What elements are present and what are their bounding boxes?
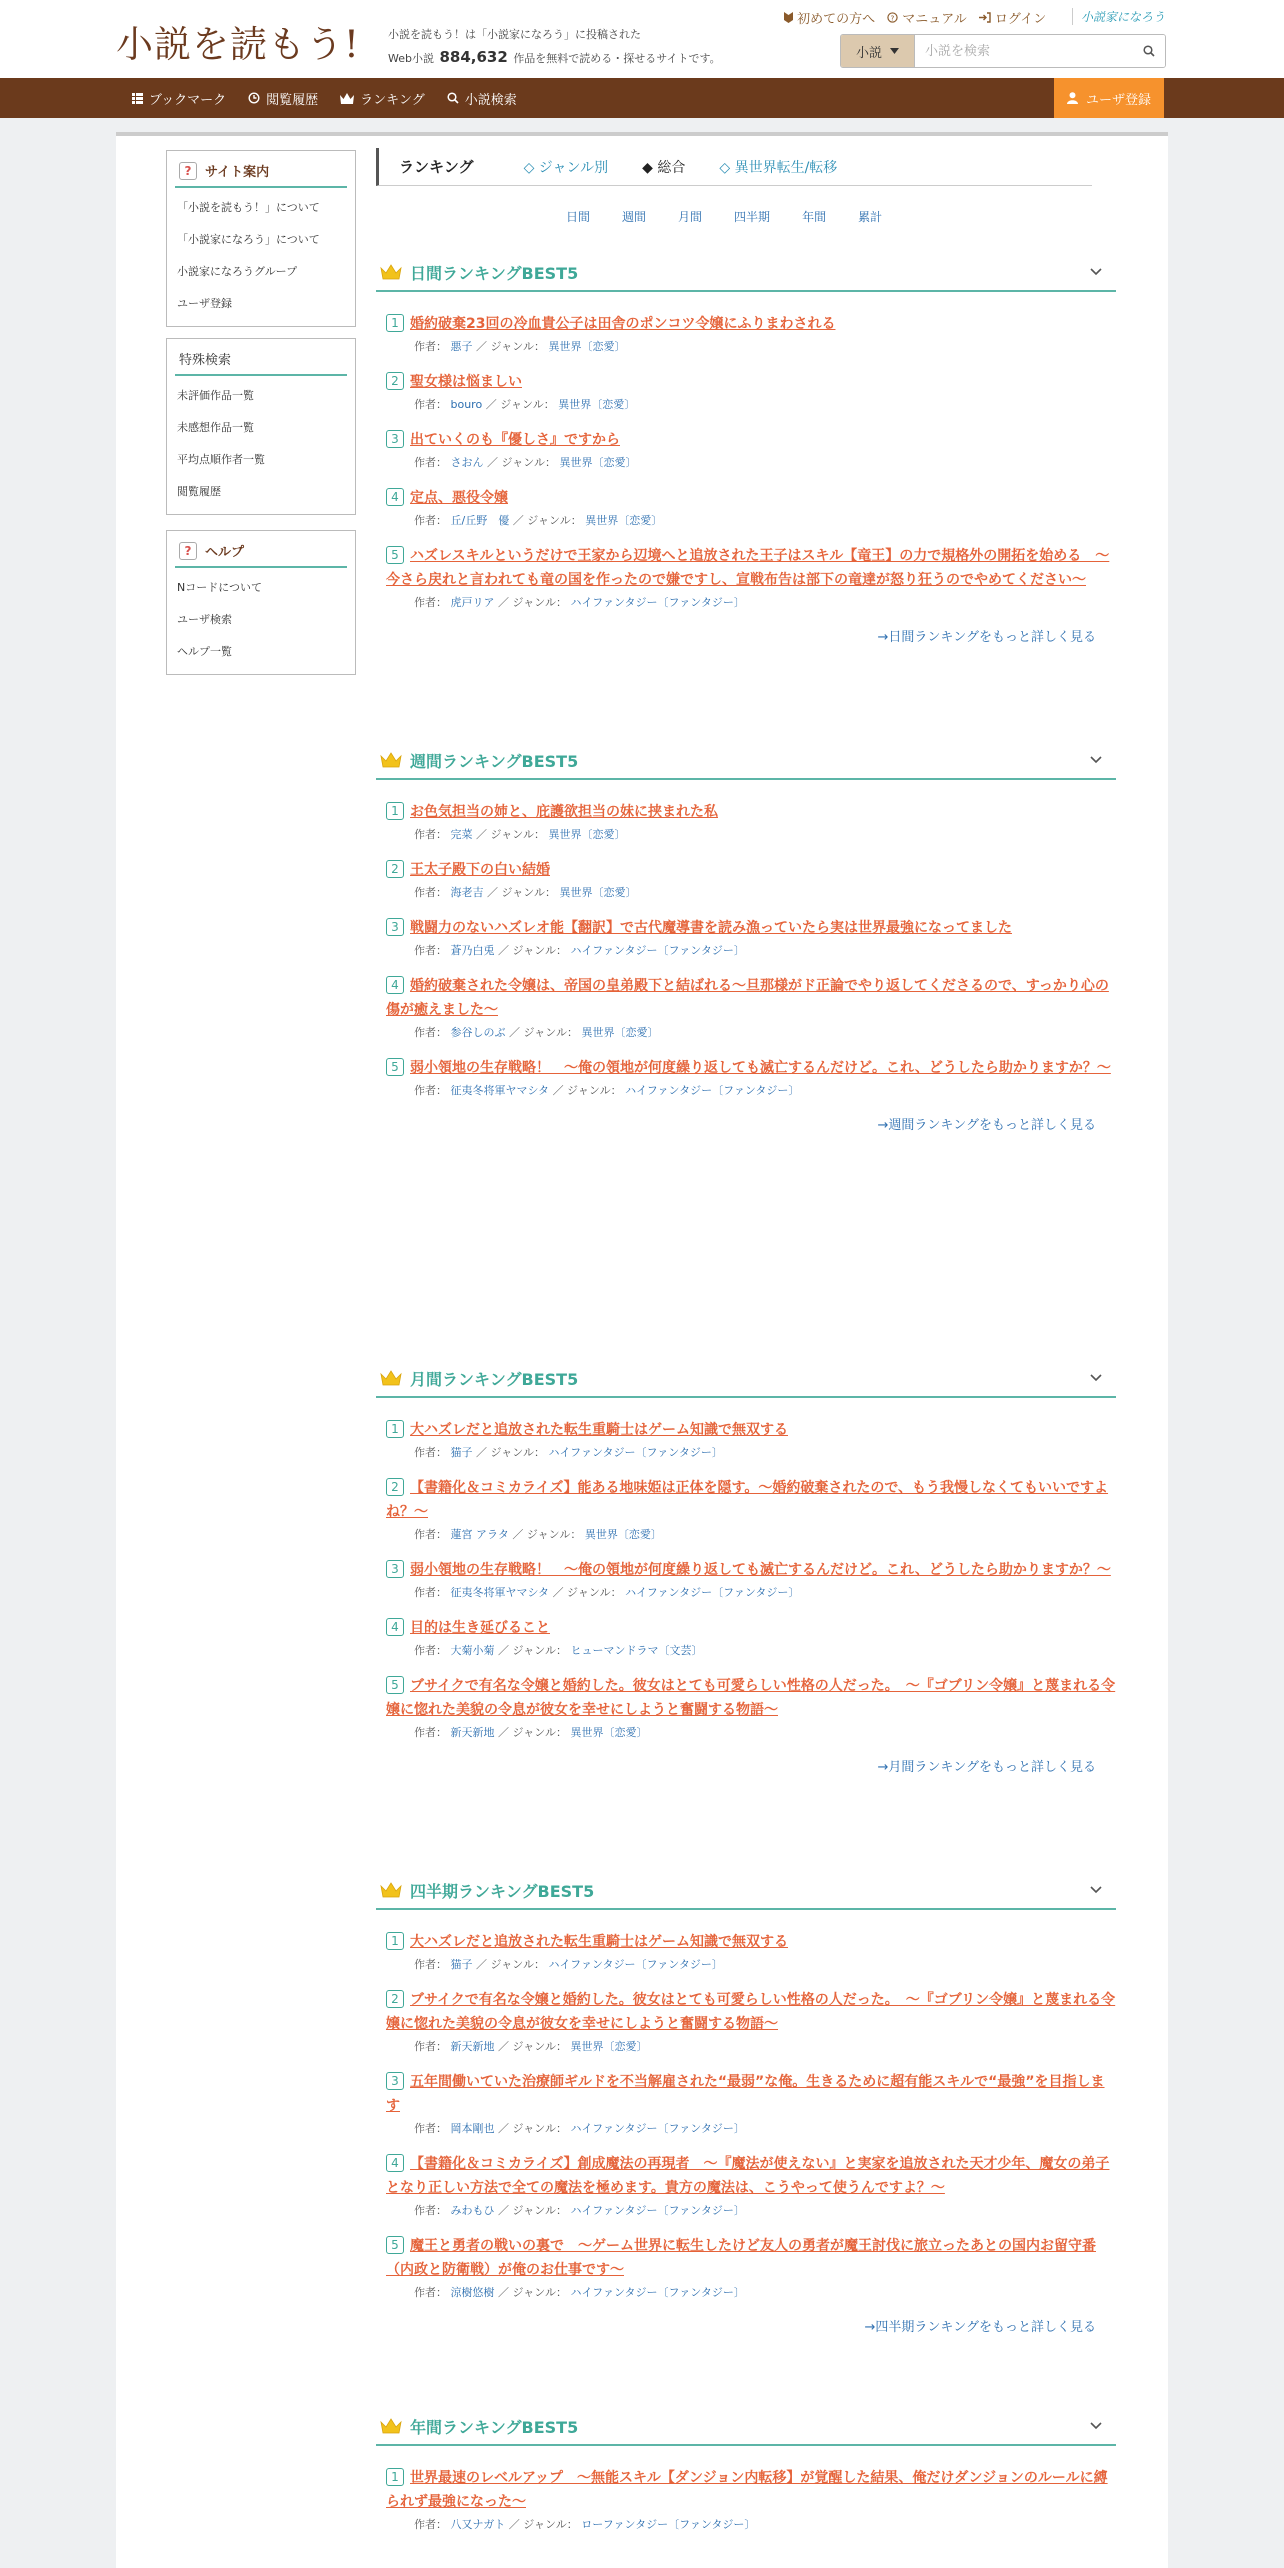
genre-link[interactable]: 異世界〔恋愛〕 bbox=[585, 514, 663, 527]
tagline-prefix: Web小説 bbox=[388, 52, 434, 65]
entry-meta bbox=[386, 512, 1116, 528]
search-type-value: 小説 bbox=[855, 45, 882, 61]
login-icon bbox=[979, 12, 991, 23]
search-icon bbox=[447, 92, 459, 104]
entry-meta bbox=[386, 1082, 1116, 1098]
author-link[interactable]: bouro bbox=[450, 398, 483, 411]
main-nav bbox=[0, 78, 1284, 118]
tab-genre[interactable]: ◇ ジャンル別 bbox=[523, 159, 609, 176]
genre-label: ／ ジャンル： bbox=[552, 1084, 622, 1097]
entry-title: 世界最速のレベルアップ ～無能スキル【ダンジョン内転移】が覚醒した結果、俺だけダンジョンのルールに縛られず最強になった～ bbox=[386, 2470, 1108, 2510]
entry-title: お色気担当の姉と、庇護欲担当の妹に挟まれた私 bbox=[410, 804, 718, 820]
author-link[interactable]: 悪子 bbox=[450, 340, 473, 353]
entry-meta bbox=[386, 1956, 1116, 1972]
author-link[interactable]: 猫子 bbox=[450, 1446, 473, 1459]
genre-label: ／ ジャンル： bbox=[485, 398, 555, 411]
ranking-entry bbox=[386, 486, 1116, 528]
more-ranking-link[interactable]: →月間ランキングをもっと詳しく見る bbox=[877, 1760, 1096, 1775]
genre-link[interactable]: ローファンタジー〔ファンタジー〕 bbox=[581, 2518, 756, 2531]
nav-search[interactable] bbox=[443, 78, 521, 118]
author-label: 作者： bbox=[414, 1446, 447, 1459]
ranking-entry bbox=[386, 1616, 1116, 1658]
ranking-entry bbox=[386, 1418, 1116, 1460]
rank-number: 2 bbox=[386, 1478, 404, 1496]
genre-label: ／ ジャンル： bbox=[498, 1644, 568, 1657]
genre-label: ／ ジャンル： bbox=[512, 1528, 582, 1541]
login-link[interactable] bbox=[979, 8, 1047, 27]
genre-link[interactable]: 異世界〔恋愛〕 bbox=[548, 340, 626, 353]
entry-meta bbox=[386, 2202, 1116, 2218]
work-count: 884,632 bbox=[439, 48, 508, 66]
crown-icon bbox=[340, 93, 354, 104]
rank-number: 4 bbox=[386, 2154, 404, 2172]
ranking-entry bbox=[386, 428, 1116, 470]
entry-title: 聖女様は悩ましい bbox=[410, 374, 522, 390]
entry-title-link[interactable] bbox=[386, 1674, 1116, 1722]
entry-title: ブサイクで有名な令嬢と婚約した。彼女はとても可愛らしい性格の人だった。 ～『ゴブリン令嬢』と蔑まれる令嬢に惚れた美貌の令息が彼女を幸せにしようと奮闘する物語～ bbox=[386, 1992, 1116, 2032]
entry-title-link[interactable] bbox=[386, 544, 1116, 592]
nav-bookmark[interactable] bbox=[128, 78, 230, 118]
section-header[interactable] bbox=[376, 254, 1116, 292]
genre-link[interactable]: ハイファンタジー〔ファンタジー〕 bbox=[570, 2122, 745, 2135]
history-icon bbox=[248, 92, 260, 104]
ranking-label: ランキング bbox=[399, 158, 474, 176]
entry-title: 五年間働いていた治療師ギルドを不当解雇された“最弱”な俺。生きるために超有能スキルで“最強”を目指します bbox=[386, 2074, 1105, 2114]
crown-icon bbox=[380, 2418, 402, 2434]
search-box bbox=[840, 34, 1166, 68]
section-title: 週間ランキングBEST5 bbox=[410, 751, 579, 771]
entry-title: ハズレスキルというだけで王家から辺境へと追放された王子はスキル【竜王】の力で規格外の開拓を始める ～今さら戻れと言われても竜の国を作ったので嫌ですし、宣戦布告は部下の竜達が怒り狂うのでやめてください～ bbox=[386, 548, 1110, 588]
author-link[interactable]: 丘/丘野 優 bbox=[450, 514, 510, 527]
author-label: 作者： bbox=[414, 1026, 447, 1039]
entry-meta bbox=[386, 2516, 1116, 2532]
crown-icon bbox=[380, 264, 402, 280]
entry-meta bbox=[386, 1444, 1116, 1460]
more-ranking-link[interactable]: →日間ランキングをもっと詳しく見る bbox=[877, 630, 1096, 645]
sidebar-special-title: 特殊検索 bbox=[175, 349, 347, 376]
genre-label: ／ ジャンル： bbox=[476, 340, 546, 353]
rank-number: 2 bbox=[386, 860, 404, 878]
genre-label: ／ ジャンル： bbox=[498, 944, 568, 957]
section-title: 月間ランキングBEST5 bbox=[410, 1369, 579, 1389]
entry-title-link[interactable] bbox=[386, 1930, 1116, 1954]
chevron-down-icon bbox=[890, 48, 899, 54]
sidebar-item-history[interactable]: 閲覧履歴 bbox=[177, 485, 221, 498]
sidebar-item-about-yomou[interactable]: 「小説を読もう！」について bbox=[177, 201, 320, 214]
section-title: 年間ランキングBEST5 bbox=[410, 2417, 579, 2437]
rank-number: 4 bbox=[386, 976, 404, 994]
beginners-link-label: 初めての方へ bbox=[797, 12, 876, 27]
entry-title-link[interactable] bbox=[386, 312, 1116, 336]
sidebar-site-title-text: サイト案内 bbox=[205, 165, 270, 180]
sidebar-special-search bbox=[166, 338, 356, 515]
genre-link[interactable]: ハイファンタジー〔ファンタジー〕 bbox=[548, 1958, 723, 1971]
genre-label: ／ ジャンル： bbox=[498, 2204, 568, 2217]
entry-title: 魔王と勇者の戦いの裏で ～ゲーム世界に転生したけど友人の勇者が魔王討伐に旅立ったあとの国内お留守番（内政と防衛戦）が俺のお仕事です～ bbox=[386, 2238, 1096, 2278]
tagline-line2 bbox=[388, 46, 721, 70]
section-header[interactable] bbox=[376, 1872, 1116, 1910]
entry-title-link[interactable] bbox=[386, 916, 1116, 940]
entry-title: 大ハズレだと追放された転生重騎士はゲーム知識で無双する bbox=[410, 1422, 788, 1438]
entry-meta bbox=[386, 826, 1116, 842]
entry-title-link[interactable] bbox=[386, 2234, 1116, 2282]
ranking-entry bbox=[386, 916, 1116, 958]
author-label: 作者： bbox=[414, 398, 447, 411]
ranking-entry bbox=[386, 858, 1116, 900]
entry-title-link[interactable] bbox=[386, 974, 1116, 1022]
ranking-entry bbox=[386, 1558, 1116, 1600]
entry-title-link[interactable] bbox=[386, 2070, 1116, 2118]
entry-title-link[interactable] bbox=[386, 1988, 1116, 2036]
user-register-button[interactable] bbox=[1054, 78, 1164, 118]
genre-label: ／ ジャンル： bbox=[476, 828, 546, 841]
entry-meta bbox=[386, 594, 1116, 610]
tagline-suffix: 作品を無料で読める・探せるサイトです。 bbox=[513, 52, 721, 65]
author-link[interactable]: 蓮宮 アラタ bbox=[450, 1528, 509, 1541]
rank-number: 2 bbox=[386, 1990, 404, 2008]
entry-title-link[interactable] bbox=[386, 486, 1116, 510]
rank-number: 3 bbox=[386, 1560, 404, 1578]
sidebar-item-about-narou[interactable]: 「小説家になろう」について bbox=[177, 233, 320, 246]
genre-link[interactable]: ハイファンタジー〔ファンタジー〕 bbox=[570, 2286, 745, 2299]
user-icon bbox=[1067, 92, 1078, 104]
ranking-entry bbox=[386, 370, 1116, 412]
question-icon bbox=[887, 12, 898, 23]
genre-label: ／ ジャンル： bbox=[487, 456, 557, 469]
rank-number: 1 bbox=[386, 2468, 404, 2486]
rank-number: 5 bbox=[386, 2236, 404, 2254]
more-ranking-link[interactable]: →四半期ランキングをもっと詳しく見る bbox=[864, 2320, 1096, 2335]
genre-label: ／ ジャンル： bbox=[498, 2122, 568, 2135]
author-link[interactable]: 虎戸リア bbox=[450, 596, 495, 609]
beginner-mark-icon bbox=[784, 12, 793, 23]
search-type-select[interactable] bbox=[841, 35, 915, 67]
rank-number: 2 bbox=[386, 372, 404, 390]
chevron-down-icon[interactable] bbox=[1090, 268, 1102, 276]
genre-link[interactable]: ハイファンタジー〔ファンタジー〕 bbox=[548, 1446, 723, 1459]
genre-label: ／ ジャンル： bbox=[476, 1958, 546, 1971]
nav-search-label: 小説検索 bbox=[464, 92, 517, 108]
author-label: 作者： bbox=[414, 1528, 447, 1541]
entry-meta bbox=[386, 1724, 1116, 1740]
entry-title: 婚約破棄された令嬢は、帝国の皇弟殿下と結ばれる～旦那様がド正論でやり返してくださるので、すっかり心の傷が癒えました～ bbox=[386, 978, 1109, 1018]
genre-link[interactable]: ヒューマンドラマ〔文芸〕 bbox=[570, 1644, 703, 1657]
entry-title: 目的は生き延びること bbox=[410, 1620, 550, 1636]
author-label: 作者： bbox=[414, 1726, 447, 1739]
author-link[interactable]: 岡本剛也 bbox=[450, 2122, 495, 2135]
rank-number: 3 bbox=[386, 2072, 404, 2090]
author-link[interactable]: 征夷冬将軍ヤマシタ bbox=[450, 1586, 550, 1599]
genre-link[interactable]: 異世界〔恋愛〕 bbox=[570, 2040, 648, 2053]
author-link[interactable]: 新天新地 bbox=[450, 2040, 495, 2053]
entry-title: ブサイクで有名な令嬢と婚約した。彼女はとても可愛らしい性格の人だった。 ～『ゴブリン令嬢』と蔑まれる令嬢に惚れた美貌の令息が彼女を幸せにしようと奮闘する物語～ bbox=[386, 1678, 1116, 1718]
author-label: 作者： bbox=[414, 2518, 447, 2531]
entry-meta bbox=[386, 1526, 1116, 1542]
tagline-line1: 小説を読もう！は「小説家になろう」に投稿された bbox=[388, 28, 641, 41]
ranking-entry bbox=[386, 1674, 1116, 1740]
search-input[interactable] bbox=[915, 35, 1133, 67]
genre-label: ／ ジャンル： bbox=[498, 2286, 568, 2299]
entry-title: 定点、悪役令嬢 bbox=[410, 490, 508, 506]
period-total[interactable]: 累計 bbox=[858, 210, 883, 224]
sidebar-help bbox=[166, 530, 356, 675]
entry-meta bbox=[386, 2120, 1116, 2136]
author-link[interactable]: 征夷冬将軍ヤマシタ bbox=[450, 1084, 550, 1097]
sidebar-help-title bbox=[175, 541, 347, 568]
entry-title: 弱小領地の生存戦略！ ～俺の領地が何度繰り返しても滅亡するんだけど。これ、どうしたら助かりますか？～ bbox=[410, 1562, 1111, 1578]
sidebar-item-unrated[interactable]: 未評価作品一覧 bbox=[177, 389, 254, 402]
genre-label: ／ ジャンル： bbox=[476, 1446, 546, 1459]
genre-label: ／ ジャンル： bbox=[498, 596, 568, 609]
beginners-link[interactable] bbox=[784, 8, 875, 27]
chevron-down-icon[interactable] bbox=[1090, 756, 1102, 764]
entry-title: 弱小領地の生存戦略！ ～俺の領地が何度繰り返しても滅亡するんだけど。これ、どうしたら助かりますか？～ bbox=[410, 1060, 1111, 1076]
period-yearly[interactable]: 年間 bbox=[802, 210, 827, 224]
entry-meta bbox=[386, 2038, 1116, 2054]
entry-title-link[interactable] bbox=[386, 1418, 1116, 1442]
author-link[interactable]: 八又ナガト bbox=[450, 2518, 506, 2531]
entry-title-link[interactable] bbox=[386, 1056, 1116, 1080]
sidebar-site-title bbox=[175, 161, 347, 188]
manual-link[interactable] bbox=[887, 8, 967, 27]
author-label: 作者： bbox=[414, 2122, 447, 2135]
svg-text:?: ? bbox=[890, 13, 895, 23]
content-area bbox=[116, 132, 1168, 2568]
author-label: 作者： bbox=[414, 2204, 447, 2217]
ranking-section bbox=[376, 2408, 1116, 2548]
ranking-entry bbox=[386, 1930, 1116, 1972]
chevron-down-icon[interactable] bbox=[1090, 1886, 1102, 1894]
author-label: 作者： bbox=[414, 944, 447, 957]
genre-link[interactable]: 異世界〔恋愛〕 bbox=[558, 398, 636, 411]
entry-meta bbox=[386, 1584, 1116, 1600]
tab-overall[interactable]: ◆ 総合 bbox=[642, 159, 686, 176]
genre-label: ／ ジャンル： bbox=[552, 1586, 622, 1599]
author-label: 作者： bbox=[414, 2286, 447, 2299]
author-label: 作者： bbox=[414, 828, 447, 841]
genre-label: ／ ジャンル： bbox=[509, 1026, 579, 1039]
entry-title: 【書籍化＆コミカライズ】能ある地味姫は正体を隠す。〜婚約破棄されたので、もう我慢しなくてもいいですよね？〜 bbox=[386, 1480, 1109, 1520]
author-label: 作者： bbox=[414, 1958, 447, 1971]
rank-number: 1 bbox=[386, 314, 404, 332]
crown-icon bbox=[380, 1882, 402, 1898]
sidebar-item-help-list[interactable]: ヘルプ一覧 bbox=[177, 645, 232, 658]
ranking-section bbox=[376, 742, 1116, 1133]
author-label: 作者： bbox=[414, 514, 447, 527]
nav-ranking[interactable] bbox=[336, 78, 429, 118]
author-link[interactable]: さおん bbox=[450, 456, 484, 469]
rank-number: 5 bbox=[386, 546, 404, 564]
section-header[interactable] bbox=[376, 1360, 1116, 1398]
site-tagline bbox=[388, 24, 721, 70]
entry-title-link[interactable] bbox=[386, 1616, 1116, 1640]
author-link[interactable]: 新天新地 bbox=[450, 1726, 495, 1739]
top-links bbox=[784, 8, 1046, 27]
question-icon: ? bbox=[179, 162, 197, 180]
author-link[interactable]: 蒼乃白兎 bbox=[450, 944, 495, 957]
genre-label: ／ ジャンル： bbox=[487, 886, 557, 899]
more-ranking-link[interactable]: →週間ランキングをもっと詳しく見る bbox=[877, 1118, 1096, 1133]
ranking-section bbox=[376, 1360, 1116, 1775]
crown-icon bbox=[380, 752, 402, 768]
sidebar-site-guide bbox=[166, 150, 356, 327]
genre-link[interactable]: ハイファンタジー〔ファンタジー〕 bbox=[570, 944, 745, 957]
entry-title-link[interactable] bbox=[386, 2152, 1116, 2200]
genre-label: ／ ジャンル： bbox=[498, 1726, 568, 1739]
period-links bbox=[566, 208, 882, 225]
question-icon: ? bbox=[179, 542, 197, 560]
author-link[interactable]: 大菊小菊 bbox=[450, 1644, 495, 1657]
genre-link[interactable]: 異世界〔恋愛〕 bbox=[559, 886, 637, 899]
ranking-entry bbox=[386, 974, 1116, 1040]
rank-number: 3 bbox=[386, 430, 404, 448]
author-label: 作者： bbox=[414, 2040, 447, 2053]
rank-number: 4 bbox=[386, 1618, 404, 1636]
nav-ranking-label: ランキング bbox=[360, 92, 425, 108]
entry-meta bbox=[386, 1024, 1116, 1040]
entry-title-link[interactable] bbox=[386, 2466, 1116, 2514]
ranking-entry bbox=[386, 544, 1116, 610]
author-label: 作者： bbox=[414, 1644, 447, 1657]
nav-bookmark-label: ブックマーク bbox=[149, 92, 227, 108]
rank-number: 1 bbox=[386, 1932, 404, 1950]
entry-title-link[interactable] bbox=[386, 428, 1116, 452]
period-daily[interactable]: 日間 bbox=[566, 210, 591, 224]
tab-isekai[interactable]: ◇ 異世界転生/転移 bbox=[719, 159, 838, 176]
genre-link[interactable]: ハイファンタジー〔ファンタジー〕 bbox=[570, 2204, 745, 2217]
rank-number: 5 bbox=[386, 1058, 404, 1076]
entry-meta bbox=[386, 884, 1116, 900]
entry-meta bbox=[386, 2284, 1116, 2300]
author-link[interactable]: 海老吉 bbox=[450, 886, 484, 899]
sidebar-item-group[interactable]: 小説家になろうグループ bbox=[177, 265, 298, 278]
login-link-label: ログイン bbox=[994, 12, 1047, 27]
author-label: 作者： bbox=[414, 340, 447, 353]
author-label: 作者： bbox=[414, 1586, 447, 1599]
ranking-entry bbox=[386, 2152, 1116, 2218]
register-label: ユーザ登録 bbox=[1085, 92, 1151, 108]
entry-title-link[interactable] bbox=[386, 800, 1116, 824]
entry-meta bbox=[386, 454, 1116, 470]
rank-number: 5 bbox=[386, 1676, 404, 1694]
sidebar-item-ncode[interactable]: Nコードについて bbox=[177, 581, 263, 594]
author-label: 作者： bbox=[414, 886, 447, 899]
search-button[interactable] bbox=[1133, 35, 1165, 67]
period-quarterly[interactable]: 四半期 bbox=[734, 210, 771, 224]
ranking-entry bbox=[386, 312, 1116, 354]
genre-link[interactable]: 異世界〔恋愛〕 bbox=[548, 828, 626, 841]
author-link[interactable]: 完菜 bbox=[450, 828, 473, 841]
period-weekly[interactable]: 週間 bbox=[622, 210, 647, 224]
genre-label: ／ ジャンル： bbox=[498, 2040, 568, 2053]
genre-link[interactable]: ハイファンタジー〔ファンタジー〕 bbox=[625, 1084, 800, 1097]
author-link[interactable]: 参谷しのぶ bbox=[450, 1026, 506, 1039]
genre-link[interactable]: 異世界〔恋愛〕 bbox=[581, 1026, 659, 1039]
entry-title: 出ていくのも『優しさ』ですから bbox=[410, 432, 620, 448]
author-label: 作者： bbox=[414, 456, 447, 469]
ranking-entry bbox=[386, 1988, 1116, 2054]
rank-number: 3 bbox=[386, 918, 404, 936]
section-title: 四半期ランキングBEST5 bbox=[410, 1881, 595, 1901]
site-header bbox=[0, 0, 1284, 78]
genre-link[interactable]: 異世界〔恋愛〕 bbox=[559, 456, 637, 469]
sidebar-help-title-text: ヘルプ bbox=[205, 545, 245, 560]
nav-history[interactable] bbox=[244, 78, 322, 118]
chevron-down-icon[interactable] bbox=[1090, 2422, 1102, 2430]
ranking-section bbox=[376, 1872, 1116, 2335]
site-logo[interactable]: 小説を読もう! bbox=[116, 23, 360, 66]
sidebar-item-average-score[interactable]: 平均点順作者一覧 bbox=[177, 453, 265, 466]
sidebar-item-unreviewed[interactable]: 未感想作品一覧 bbox=[177, 421, 254, 434]
author-label: 作者： bbox=[414, 596, 447, 609]
sidebar-item-register[interactable]: ユーザ登録 bbox=[177, 297, 232, 310]
entry-title-link[interactable] bbox=[386, 858, 1116, 882]
author-link[interactable]: 猫子 bbox=[450, 1958, 473, 1971]
entry-title: 王太子殿下の白い結婚 bbox=[410, 862, 550, 878]
list-icon bbox=[132, 93, 143, 104]
entry-title: 婚約破棄23回の冷血貴公子は田舎のポンコツ令嬢にふりまわされる bbox=[410, 316, 836, 332]
genre-link[interactable]: 異世界〔恋愛〕 bbox=[570, 1726, 648, 1739]
ranking-entry bbox=[386, 2070, 1116, 2136]
entry-meta bbox=[386, 1642, 1116, 1658]
entry-meta bbox=[386, 338, 1116, 354]
chevron-down-icon[interactable] bbox=[1090, 1374, 1102, 1382]
entry-title-link[interactable] bbox=[386, 370, 1116, 394]
nav-history-label: 閲覧履歴 bbox=[266, 92, 319, 108]
entry-title-link[interactable] bbox=[386, 1558, 1116, 1582]
entry-title: 【書籍化＆コミカライズ】創成魔法の再現者 ～『魔法が使えない』と実家を追放された天才少年、魔女の弟子となり正しい方法で全ての魔法を極めます。貴方の魔法は、こうやって使うんですよ？～ bbox=[386, 2156, 1110, 2196]
sidebar-item-user-search[interactable]: ユーザ検索 bbox=[177, 613, 232, 626]
crown-icon bbox=[380, 1370, 402, 1386]
rank-number: 1 bbox=[386, 1420, 404, 1438]
ranking-entry bbox=[386, 2234, 1116, 2300]
genre-link[interactable]: 異世界〔恋愛〕 bbox=[584, 1528, 662, 1541]
entry-meta bbox=[386, 942, 1116, 958]
period-monthly[interactable]: 月間 bbox=[678, 210, 703, 224]
ranking-entry bbox=[386, 2466, 1116, 2532]
entry-meta bbox=[386, 396, 1116, 412]
ranking-tabs bbox=[376, 148, 1092, 186]
author-link[interactable]: 涼樹悠樹 bbox=[450, 2286, 495, 2299]
manual-link-label: マニュアル bbox=[902, 12, 967, 27]
search-icon bbox=[1143, 45, 1155, 57]
genre-link[interactable]: ハイファンタジー〔ファンタジー〕 bbox=[625, 1586, 800, 1599]
entry-title: 戦闘力のないハズレオ能【翻訳】で古代魔導書を読み漁っていたら実は世界最強になってました bbox=[410, 920, 1012, 936]
section-title: 日間ランキングBEST5 bbox=[410, 263, 579, 283]
entry-title-link[interactable] bbox=[386, 1476, 1116, 1524]
section-header[interactable] bbox=[376, 2408, 1116, 2446]
genre-label: ／ ジャンル： bbox=[512, 514, 582, 527]
ranking-entry bbox=[386, 1056, 1116, 1098]
ranking-section bbox=[376, 254, 1116, 645]
author-link[interactable]: みわもひ bbox=[450, 2204, 495, 2217]
section-header[interactable] bbox=[376, 742, 1116, 780]
ranking-entry bbox=[386, 1476, 1116, 1542]
genre-label: ／ ジャンル： bbox=[508, 2518, 578, 2531]
genre-link[interactable]: ハイファンタジー〔ファンタジー〕 bbox=[570, 596, 745, 609]
ranking-entry bbox=[386, 800, 1116, 842]
narou-logo[interactable]: 小説家になろう bbox=[1072, 8, 1165, 25]
rank-number: 1 bbox=[386, 802, 404, 820]
author-label: 作者： bbox=[414, 1084, 447, 1097]
entry-title: 大ハズレだと追放された転生重騎士はゲーム知識で無双する bbox=[410, 1934, 788, 1950]
rank-number: 4 bbox=[386, 488, 404, 506]
